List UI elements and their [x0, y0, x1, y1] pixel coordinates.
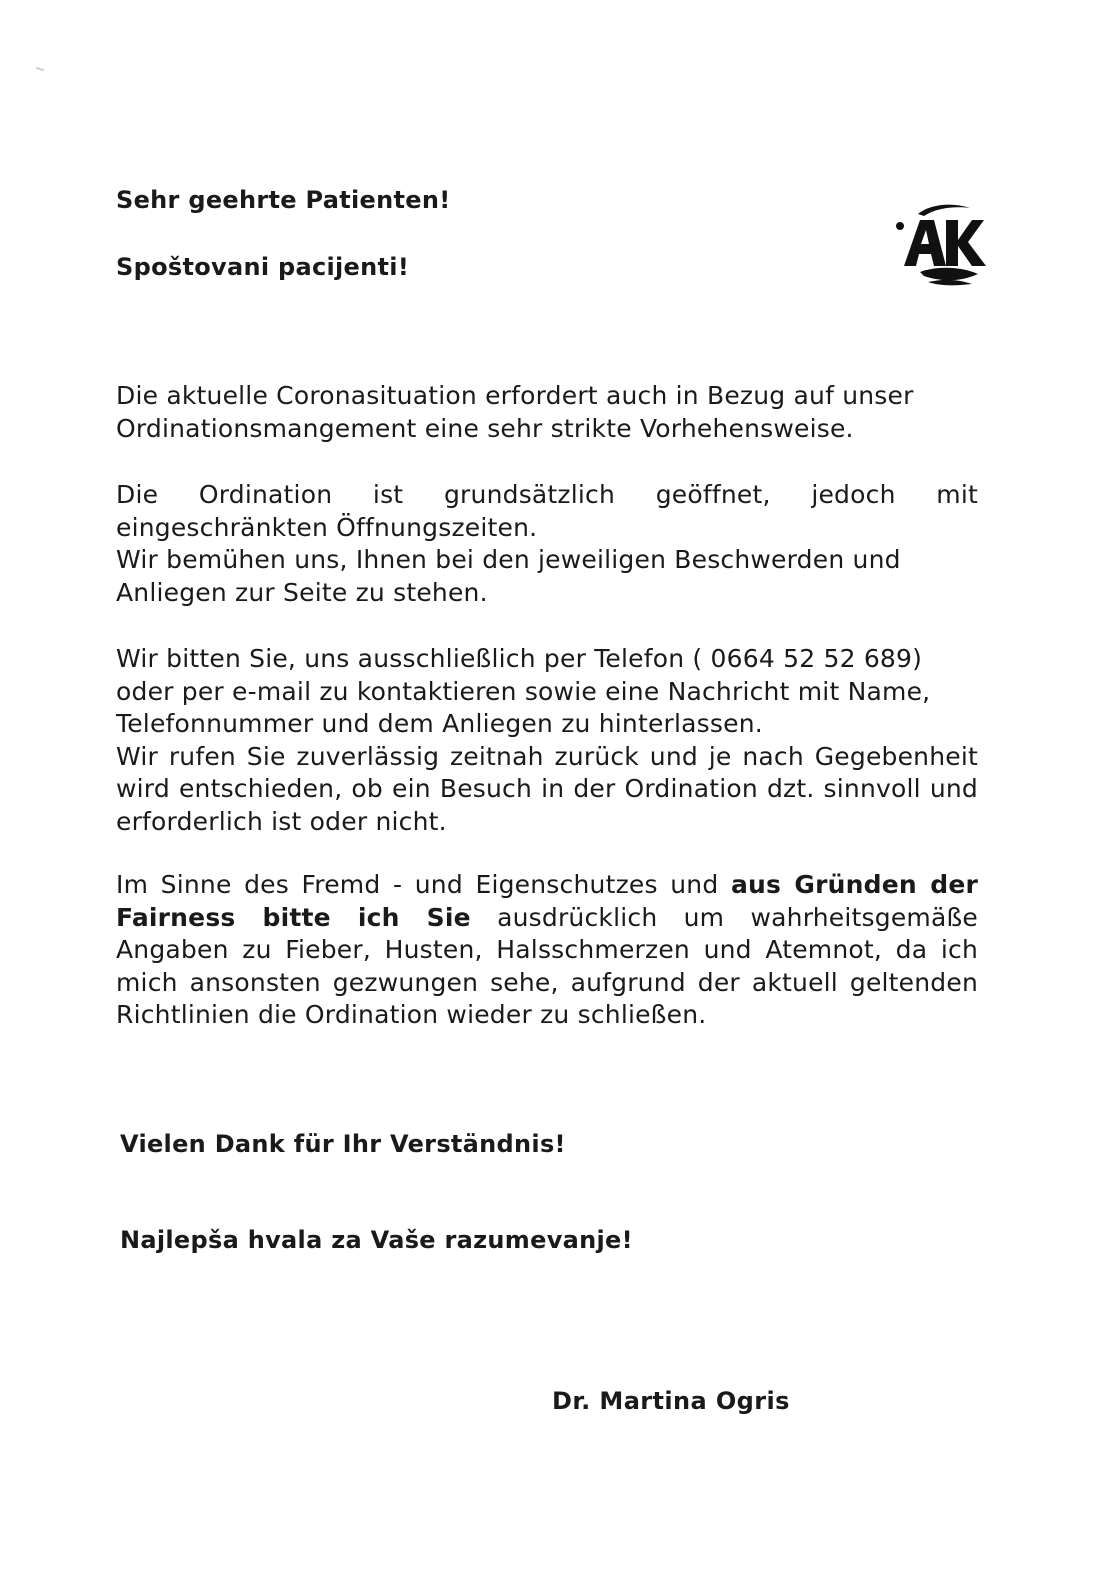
paragraph-opening-hours	[116, 479, 978, 609]
paragraph-fairness-rest: ausdrücklich um wahrheitsgemäße Angaben zu Fieber, Husten, Halsschmerzen und Atemnot, da ich mich ansonsten gezwungen sehe, aufgrund der aktuell geltenden Richtlinien die Ordination wieder zu schließen.	[116, 902, 978, 1029]
paragraph-contact	[116, 643, 978, 838]
paragraph-fairness-intro: Im Sinne des Fremd - und Eigenschutzes und	[116, 870, 731, 899]
paragraph-contact-line1: Wir bitten Sie, uns ausschließlich per Telefon ( 0664 52 52 689) oder per e-mail zu kontaktieren sowie eine Nachricht mit Name, Telefonnummer und dem Anliegen zu hinterlassen.	[116, 644, 931, 738]
scan-speck	[36, 67, 44, 72]
closing-slovenian: Najlepša hvala za Vaše razumevanje!	[120, 1226, 633, 1254]
closing-german: Vielen Dank für Ihr Verständnis!	[120, 1130, 566, 1158]
greeting-slovenian: Spoštovani pacijenti!	[116, 253, 410, 281]
greeting-german: Sehr geehrte Patienten!	[116, 186, 451, 214]
paragraph-opening-hours-line2: Wir bemühen uns, Ihnen bei den jeweiligen Beschwerden und Anliegen zur Seite zu stehen.	[116, 545, 901, 607]
paragraph-fairness	[116, 869, 978, 1032]
paragraph-opening-hours-line1: Die Ordination ist grundsätzlich geöffnet, jedoch mit eingeschränkten Öffnungszeiten.	[116, 480, 978, 542]
paragraph-corona-situation: Die aktuelle Coronasituation erfordert auch in Bezug auf unser Ordinationsmangement eine sehr strikte Vorhehensweise.	[116, 381, 914, 443]
paragraph-contact-line2: Wir rufen Sie zuverlässig zeitnah zurück und je nach Gegebenheit wird entschieden, ob ein Besuch in der Ordination dzt. sinnvoll und erforderlich ist oder nicht.	[116, 741, 978, 836]
signature-name: Dr. Martina Ogris	[552, 1387, 790, 1415]
paragraph-fairness-emphasis: aus Gründen der Fairness bitte ich Sie	[116, 870, 979, 932]
ak-logo-icon	[890, 196, 986, 288]
